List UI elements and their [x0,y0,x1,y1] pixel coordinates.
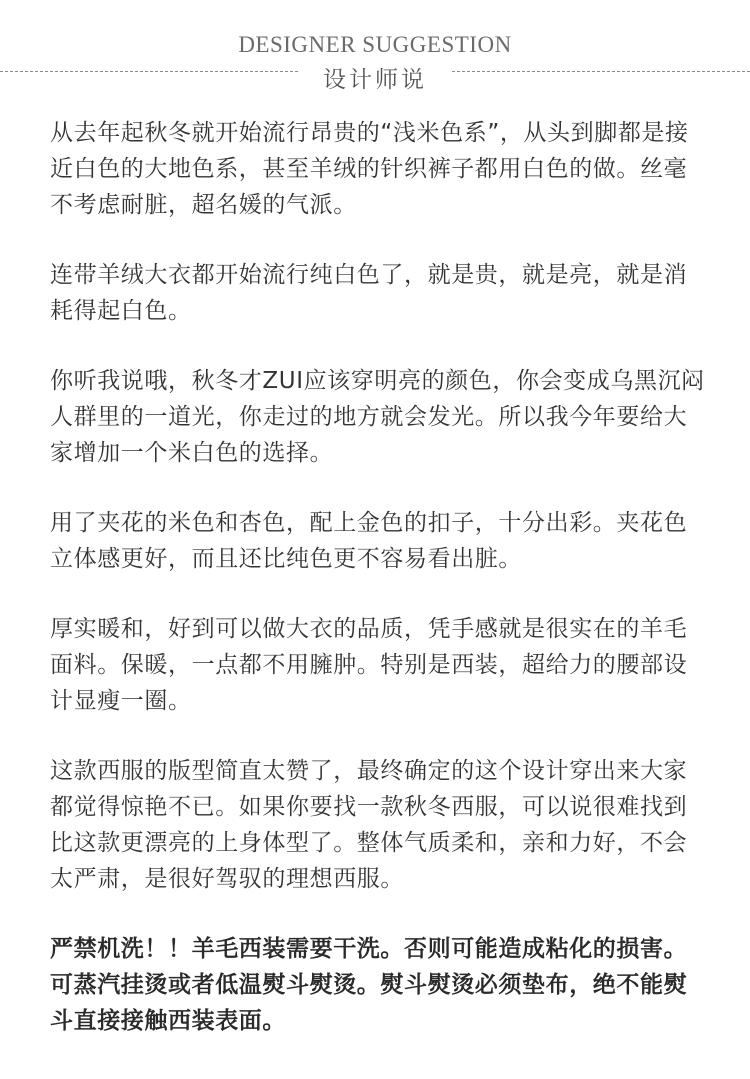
paragraph-6: 这款西服的版型简直太赞了，最终确定的这个设计穿出来大家都觉得惊艳不已。如果你要找一款秋冬西服，可以说很难找到比这款更漂亮的上身体型了。整体气质柔和，亲和力好，不会太严肃，是很好驾驭的理想西服。 [50,758,688,892]
paragraph-5: 厚实暖和，好到可以做大衣的品质，凭手感就是很实在的羊毛面料。保暖，一点都不用臃肿。特别是西装，超给力的腰部设计显瘦一圈。 [50,616,688,714]
article-body [50,115,710,1039]
paragraph-1: 从去年起秋冬就开始流行昂贵的“浅米色系”，从头到脚都是接近白色的大地色系，甚至羊绒的针织裤子都用白色的做。丝毫不考虑耐脏，超名媛的气派。 [50,120,689,218]
section-subtitle: 设计师说 [323,67,427,93]
paragraph-4: 用了夹花的米色和杏色，配上金色的扣子，十分出彩。夹花色立体感更好，而且还比纯色更不容易看出脏。 [50,510,688,572]
paragraph-2: 连带羊绒大衣都开始流行纯白色了，就是贵，就是亮，就是消耗得起白色。 [50,262,688,324]
care-warning: 严禁机洗！！羊毛西装需要干洗。否则可能造成粘化的损害。可蒸汽挂烫或者低温熨斗熨烫。熨斗熨烫必须垫布，绝不能熨斗直接接触西装表面。 [50,936,688,1034]
paragraph-3: 你听我说哦，秋冬才ZUI应该穿明亮的颜色，你会变成乌黑沉闷人群里的一道光，你走过的地方就会发光。所以我今年要给大家增加一个米白色的选择。 [50,368,705,466]
section-title: DESIGNER SUGGESTION [238,32,512,57]
section-header [0,0,750,100]
